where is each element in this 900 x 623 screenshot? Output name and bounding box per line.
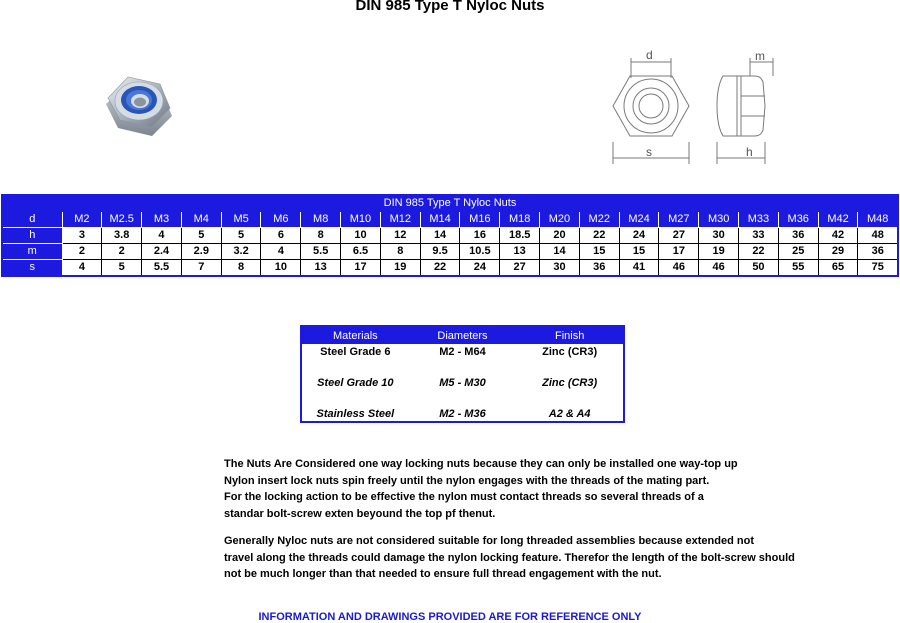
material-cell: Steel Grade 10 <box>317 376 394 389</box>
finish-cell: Zinc (CR3) <box>542 345 598 358</box>
column-header: M4 <box>181 212 221 228</box>
table-cell: 10 <box>341 228 381 244</box>
spec-table-caption: DIN 985 Type T Nyloc Nuts <box>2 195 898 212</box>
table-cell: 24 <box>619 228 659 244</box>
text-line: travel along the threads could damage the nylon locking feature. Therefor the length of the bolt-screw should <box>224 551 795 564</box>
table-cell: 20 <box>540 228 580 244</box>
column-header: M14 <box>420 212 460 228</box>
table-cell: 30 <box>540 260 580 277</box>
row-label: s <box>2 260 62 277</box>
materials-header: Materials <box>301 326 409 344</box>
reference-disclaimer: INFORMATION AND DRAWINGS PROVIDED ARE FOR REFERENCE ONLY <box>258 611 642 623</box>
column-header: M27 <box>659 212 699 228</box>
table-cell: 17 <box>341 260 381 277</box>
table-cell: 13 <box>301 260 341 277</box>
table-cell: 9.5 <box>420 244 460 260</box>
column-header: M8 <box>301 212 341 228</box>
table-cell: 3.2 <box>221 244 261 260</box>
table-cell: 8 <box>380 244 420 260</box>
table-cell: 22 <box>739 244 779 260</box>
table-cell: 13 <box>500 244 540 260</box>
table-cell: 48 <box>858 228 898 244</box>
column-header: M12 <box>380 212 420 228</box>
table-cell: 50 <box>739 260 779 277</box>
table-cell: 17 <box>659 244 699 260</box>
label-m: m <box>755 49 765 63</box>
table-cell: 16 <box>460 228 500 244</box>
paragraph-usage <box>224 533 824 583</box>
text-line: Nylon insert lock nuts spin freely until the nylon engages with the threads of the mating part. <box>224 474 710 487</box>
text-line: not be much longer than that needed to ensure full thread engagement with the nut. <box>224 568 662 580</box>
table-cell: 15 <box>579 244 619 260</box>
table-cell: 4 <box>261 244 301 260</box>
table-cell: 22 <box>420 260 460 277</box>
table-cell: 55 <box>778 260 818 277</box>
column-header: M20 <box>540 212 580 228</box>
column-header: M18 <box>500 212 540 228</box>
column-header: M48 <box>858 212 898 228</box>
table-cell: 41 <box>619 260 659 277</box>
table-cell: 19 <box>699 244 739 260</box>
table-cell: 5.5 <box>301 244 341 260</box>
table-cell: 2.4 <box>142 244 182 260</box>
table-cell: 12 <box>380 228 420 244</box>
table-cell: 14 <box>420 228 460 244</box>
label-d: d <box>646 48 653 62</box>
table-cell: 4 <box>142 228 182 244</box>
table-cell: 75 <box>858 260 898 277</box>
table-cell: 10 <box>261 260 301 277</box>
materials-table <box>300 325 625 423</box>
column-header: M2 <box>62 212 102 228</box>
label-h: h <box>746 145 753 159</box>
table-cell: 14 <box>540 244 580 260</box>
column-header: M33 <box>739 212 779 228</box>
technical-drawing <box>605 48 785 168</box>
hex-inner-circle <box>624 79 678 133</box>
label-s: s <box>646 145 652 159</box>
finish-cell: A2 & A4 <box>548 407 591 420</box>
table-cell: 36 <box>579 260 619 277</box>
table-cell: 2 <box>102 244 142 260</box>
table-cell: 8 <box>301 228 341 244</box>
table-cell: 46 <box>699 260 739 277</box>
table-cell: 29 <box>818 244 858 260</box>
diameters-header: Diameters <box>409 326 517 344</box>
paragraph-locking <box>224 456 824 522</box>
table-cell: 8 <box>221 260 261 277</box>
table-cell: 22 <box>579 228 619 244</box>
table-cell: 46 <box>659 260 699 277</box>
diameter-cell: M5 - M30 <box>439 376 486 389</box>
column-header: M42 <box>818 212 858 228</box>
table-cell: 6 <box>261 228 301 244</box>
material-cell: Stainless Steel <box>316 407 395 420</box>
finish-cell: Zinc (CR3) <box>542 376 598 389</box>
text-line: The Nuts Are Considered one way locking nuts because they can only be installed one way-top up <box>224 458 738 470</box>
material-cell: Steel Grade 6 <box>320 345 391 358</box>
table-cell: 19 <box>380 260 420 277</box>
table-cell: 27 <box>500 260 540 277</box>
table-cell: 25 <box>778 244 818 260</box>
table-cell: 30 <box>699 228 739 244</box>
column-header: M36 <box>778 212 818 228</box>
table-cell: 65 <box>818 260 858 277</box>
table-cell: 5 <box>102 260 142 277</box>
page-title: DIN 985 Type T Nyloc Nuts <box>355 0 545 14</box>
table-cell: 3 <box>62 228 102 244</box>
diameter-cell: M2 - M64 <box>439 345 486 358</box>
column-header: M5 <box>221 212 261 228</box>
table-cell: 15 <box>619 244 659 260</box>
column-header: M24 <box>619 212 659 228</box>
spec-table <box>1 194 899 277</box>
column-header: M10 <box>341 212 381 228</box>
table-cell: 2.9 <box>181 244 221 260</box>
row-label: m <box>2 244 62 260</box>
column-header: M6 <box>261 212 301 228</box>
row-label: h <box>2 228 62 244</box>
column-header: M22 <box>579 212 619 228</box>
text-line: Generally Nyloc nuts are not considered suitable for long threaded assemblies because extended not <box>224 535 754 547</box>
column-header: M3 <box>142 212 182 228</box>
table-cell: 3.8 <box>102 228 142 244</box>
table-cell: 5 <box>221 228 261 244</box>
finish-header: Finish <box>516 326 624 344</box>
table-cell: 5.5 <box>142 260 182 277</box>
text-line: For the locking action to be effective the nylon must contact threads so several threads of a <box>224 491 704 503</box>
table-cell: 27 <box>659 228 699 244</box>
table-cell: 18.5 <box>500 228 540 244</box>
diameter-cell: M2 - M36 <box>439 407 486 420</box>
table-cell: 6.5 <box>341 244 381 260</box>
table-cell: 10.5 <box>460 244 500 260</box>
table-cell: 36 <box>778 228 818 244</box>
table-cell: 24 <box>460 260 500 277</box>
table-cell: 2 <box>62 244 102 260</box>
table-cell: 42 <box>818 228 858 244</box>
column-header: M16 <box>460 212 500 228</box>
table-cell: 7 <box>181 260 221 277</box>
table-cell: 4 <box>62 260 102 277</box>
spec-header-label: d <box>2 212 62 228</box>
table-cell: 33 <box>739 228 779 244</box>
table-cell: 5 <box>181 228 221 244</box>
nyloc-nut-photo <box>100 70 176 142</box>
text-line: standar bolt-screw exten beyound the top pf thenut. <box>224 507 496 520</box>
table-cell: 36 <box>858 244 898 260</box>
column-header: M30 <box>699 212 739 228</box>
column-header: M2.5 <box>102 212 142 228</box>
